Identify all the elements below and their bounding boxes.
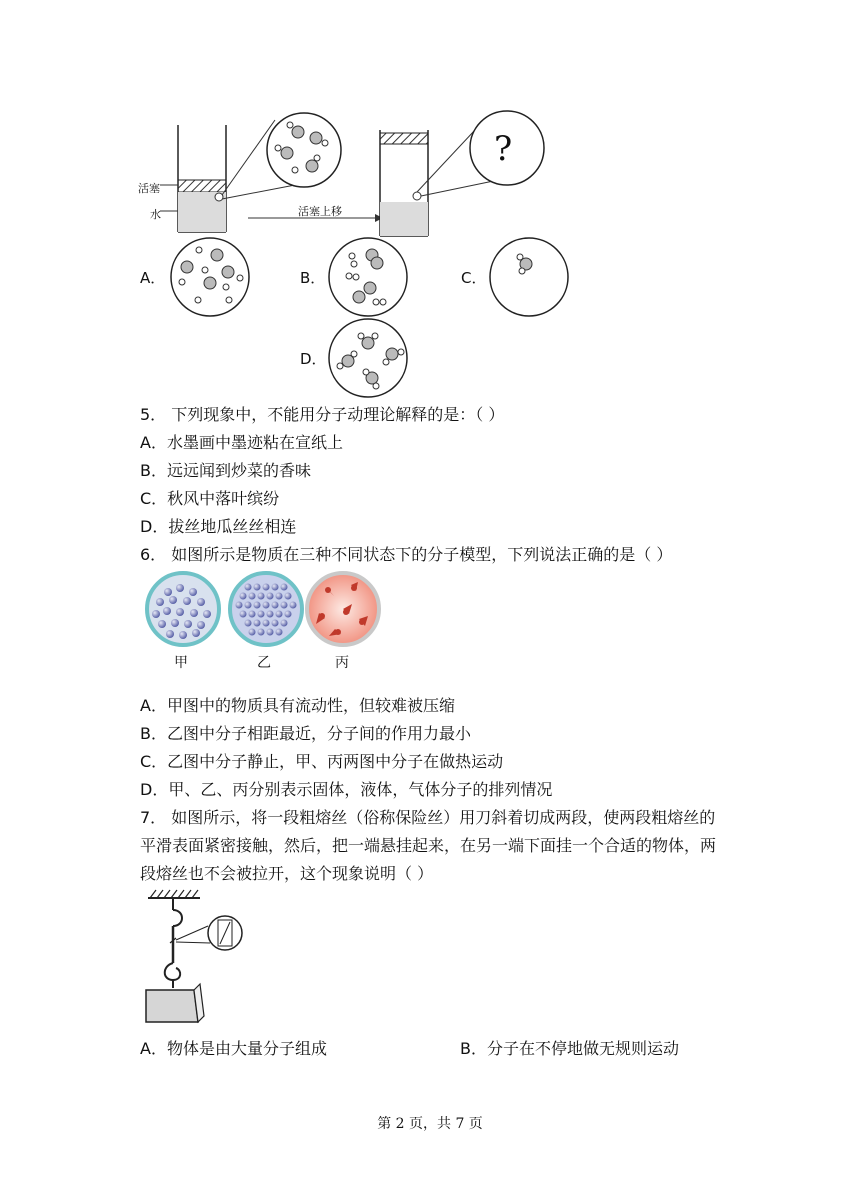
state-yi-diagram	[230, 573, 302, 645]
q4-option-d-label: D．	[300, 350, 327, 368]
q4-option-b-label: B．	[300, 269, 326, 287]
label-jia: 甲	[174, 655, 188, 671]
q7-option-a: A．物体是由大量分子组成	[140, 1039, 327, 1058]
label-piston: 活塞	[138, 182, 160, 195]
q5-option-b: B．远远闻到炒菜的香味	[140, 461, 311, 480]
option-b-diagram	[329, 238, 407, 316]
label-arrow: 活塞上移	[298, 205, 342, 218]
cylinder-right	[380, 111, 544, 236]
q6-figure	[140, 570, 390, 675]
q7-stem-line-2: 平滑表面紧密接触，然后，把一端悬挂起来，在另一端下面挂一个合适的物体，两	[140, 836, 717, 855]
q5-option-d: D．拔丝地瓜丝丝相连	[140, 517, 297, 536]
page-footer: 第 2 页，共 7 页	[377, 1116, 483, 1132]
option-d-diagram	[329, 319, 407, 397]
question-mark: ?	[494, 129, 513, 169]
q5-stem: 5． 下列现象中，不能用分子动理论解释的是：（ ）	[140, 405, 505, 424]
q5-option-a: A．水墨画中墨迹粘在宣纸上	[140, 433, 343, 452]
q6-option-c: C．乙图中分子静止，甲、丙两图中分子在做热运动	[140, 752, 504, 771]
q4-diagram-svg	[130, 100, 590, 400]
q7-stem-line-1: 7． 如图所示，将一段粗熔丝（俗称保险丝）用刀斜着切成两段，使两段粗熔丝的	[140, 808, 716, 827]
q5-option-c: C．秋风中落叶缤纷	[140, 489, 280, 508]
option-c-diagram	[490, 238, 568, 316]
q4-figure	[130, 100, 590, 400]
zoom-circle-left	[222, 113, 341, 199]
state-bing-diagram	[307, 573, 379, 645]
q4-option-a-label: A．	[140, 269, 166, 287]
option-a-diagram	[171, 238, 249, 316]
q6-states-svg	[140, 570, 390, 650]
cylinder-left	[160, 125, 226, 232]
q7-figure	[140, 888, 250, 1033]
label-yi: 乙	[257, 655, 271, 671]
q6-option-d: D．甲、乙、丙分别表示固体，液体，气体分子的排列情况	[140, 780, 553, 799]
q4-option-c-label: C．	[461, 269, 487, 287]
q7-stem-line-3: 段熔丝也不会被拉开，这个现象说明（ ）	[140, 864, 434, 883]
q6-option-b: B．乙图中分子相距最近，分子间的作用力最小	[140, 724, 471, 743]
q7-option-b: B．分子在不停地做无规则运动	[460, 1039, 679, 1058]
q6-stem: 6． 如图所示是物质在三种不同状态下的分子模型，下列说法正确的是（ ）	[140, 545, 673, 564]
label-water: 水	[150, 208, 161, 221]
label-bing: 丙	[335, 655, 349, 671]
fuse-hanging-svg	[140, 888, 250, 1033]
state-jia-diagram	[147, 573, 219, 645]
q6-option-a: A．甲图中的物质具有流动性，但较难被压缩	[140, 696, 455, 715]
